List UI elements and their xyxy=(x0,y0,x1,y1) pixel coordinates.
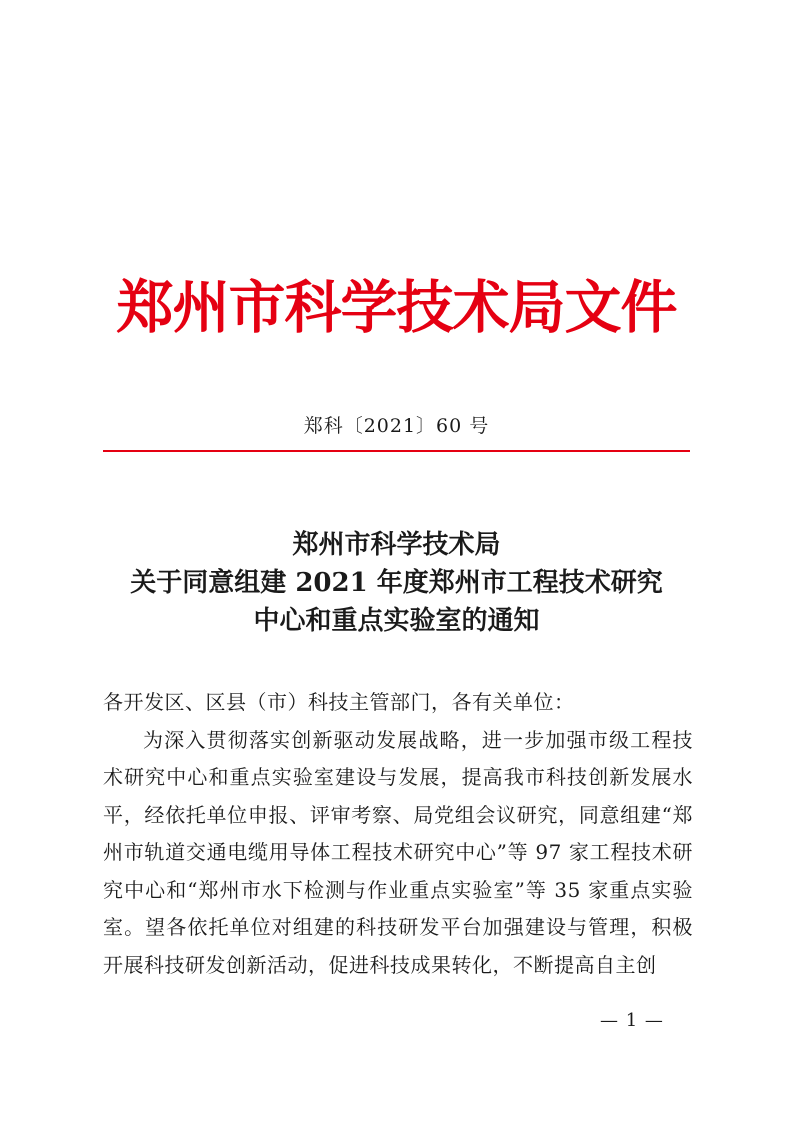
title-line-1: 郑州市科学技术局 xyxy=(292,530,501,560)
document-title xyxy=(0,526,793,640)
body-paragraph: 为深入贯彻落实创新驱动发展战略，进一步加强市级工程技术研究中心和重点实验室建设与发展，提高我市科技创新发展水平，经依托单位申报、评审考察、局党组会议研究，同意组建“郑州市轨道交通电缆用导体工程技术研究中心”等 97 家工程技术研究中心和“郑州市水下检测与作业重点实验室”等 35 家重点实验室。望各依托单位对组建的科技研发平台加强建设与管理，积极开展科技研发创新活动，促进科技成果转化，不断提高自主创 xyxy=(103,727,693,977)
salutation: 各开发区、区县（市）科技主管部门，各有关单位： xyxy=(103,690,575,714)
issuer-banner: 郑州市科学技术局文件 xyxy=(116,274,677,341)
document-body xyxy=(103,684,693,984)
title-line-3: 中心和重点实验室的通知 xyxy=(253,606,540,636)
title-line-2: 关于同意组建 2021 年度郑州市工程技术研究 xyxy=(130,568,663,598)
page-number: — 1 — xyxy=(600,1010,664,1031)
red-divider-line xyxy=(103,450,690,452)
document-number: 郑科〔2021〕60 号 xyxy=(303,415,490,437)
